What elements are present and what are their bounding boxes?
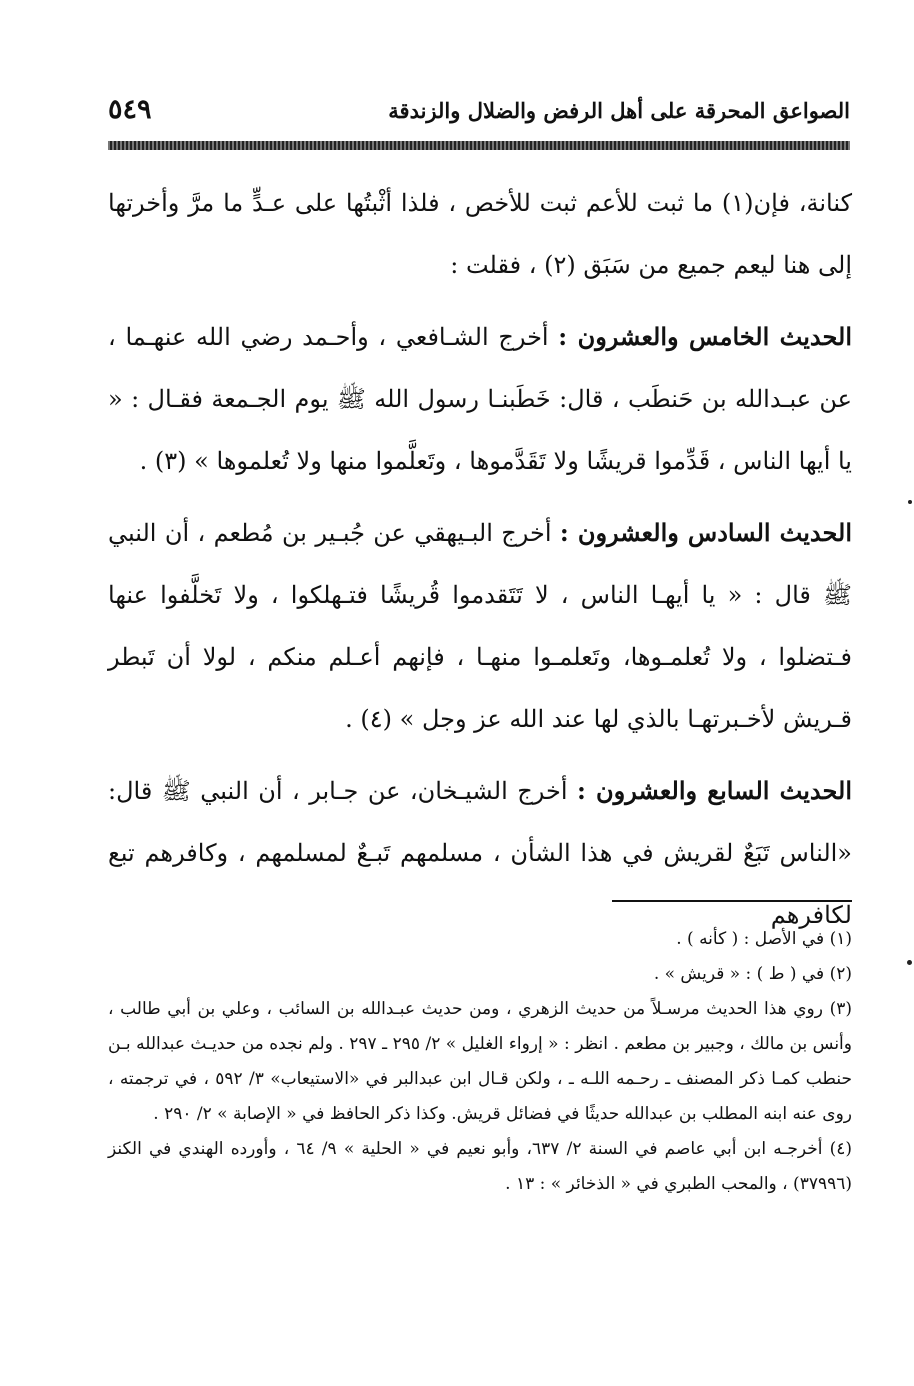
paragraph-hadith-25 bbox=[108, 306, 852, 492]
paragraph-hadith-27 bbox=[108, 760, 852, 946]
footnotes bbox=[108, 922, 852, 1202]
page-header bbox=[108, 92, 850, 138]
scan-speck bbox=[908, 500, 912, 504]
hadith-25-heading: الحديث الخامس والعشرون : bbox=[558, 322, 852, 351]
footnote-1: (١) في الأصل : ( كأنه ) . bbox=[676, 929, 852, 949]
footnote-3: (٣) روي هذا الحديث مرسـلاً من حديث الزهري ، ومن حديث عبـدالله بن السائب ، وعلي بن أبي طالب ، وأنس بن مالك ، وجبير بن مطعم . انظر : « إرواء الغليل » ٢/ ٢٩٥ ـ ٢٩٧ . ولم نجده من حديـث عبدالله بـن حنطب كمـا ذكر المصنف ـ رحـمه اللـه ـ ، ولكن قـال ابن عبدالبر في «الاستيعاب» ٣/ ٥٩٢ ، في ترجمته ، روى عنه ابنه المطلب بن عبدالله حديثًا في فضائل قريش. وكذا ذكر الحافظ في « الإصابة » ٢/ ٢٩٠ . bbox=[108, 999, 852, 1124]
hadith-27-heading: الحديث السابع والعشرون : bbox=[576, 776, 852, 805]
header-rule bbox=[108, 141, 850, 150]
page-number: ٥٤٩ bbox=[108, 94, 152, 125]
hadith-26-heading: الحديث السادس والعشرون : bbox=[559, 518, 852, 547]
footnote-2: (٢) في ( ط ) : « قريش » . bbox=[653, 964, 852, 984]
hadith-25-text: أخرج الشـافعي ، وأحـمد رضي الله عنهـما ، عن عبـدالله بن حَنطَب ، قال: خَطَبنـا رسول الله ﷺ يوم الجـمعة فقـال : « يا أيها الناس ، قَدِّموا قريشًا ولا تَقَدَّموها ، وتَعلَّموا منها ولا تُعلموها » (٣) . bbox=[108, 323, 852, 475]
main-text bbox=[108, 172, 852, 946]
paragraph-intro: كنانة، فإن(١) ما ثبت للأعم ثبت للأخص ، فلذا أثْبتُها على عـدٍّ ما مرَّ وأخرتها إلى هنا ليعم جميع من سَبَق (٢) ، فقلت : bbox=[108, 189, 852, 279]
footnote-4: (٤) أخرجـه ابن أبي عاصم في السنة ٢/ ٦٣٧، وأبو نعيم في « الحلية » ٩/ ٦٤ ، وأورده الهندي في الكنز (٣٧٩٩٦) ، والمحب الطبري في « الذخائر » : ١٣ . bbox=[108, 1139, 853, 1194]
running-title: الصواعق المحرقة على أهل الرفض والضلال والزندقة bbox=[388, 98, 850, 123]
footnote-separator bbox=[612, 900, 852, 902]
hadith-26-text: أخرج البـيهقي عن جُبـير بن مُطعم ، أن النبي ﷺ قال : « يا أيهـا الناس ، لا تَتَقدموا قُريشًا فتـهلكوا ، ولا تَخلَّفوا عنها فـتضلوا ، ولا تُعلمـوها، وتَعلمـوا منهـا ، فإنهم أعـلم منكم ، لولا أن تَبطر قـريش لأخـبرتهـا بالذي لها عند الله عز وجل » (٤) . bbox=[108, 519, 852, 733]
hadith-27-text: أخرج الشيـخان، عن جـابر ، أن النبي ﷺ قال: «الناس تَبَعٌ لقريش في هذا الشأن ، مسلمهم تَبـعٌ لمسلمهم ، وكافرهم تبع لكافرهم bbox=[108, 777, 852, 929]
scan-speck bbox=[907, 960, 912, 965]
paragraph-hadith-26 bbox=[108, 502, 852, 750]
